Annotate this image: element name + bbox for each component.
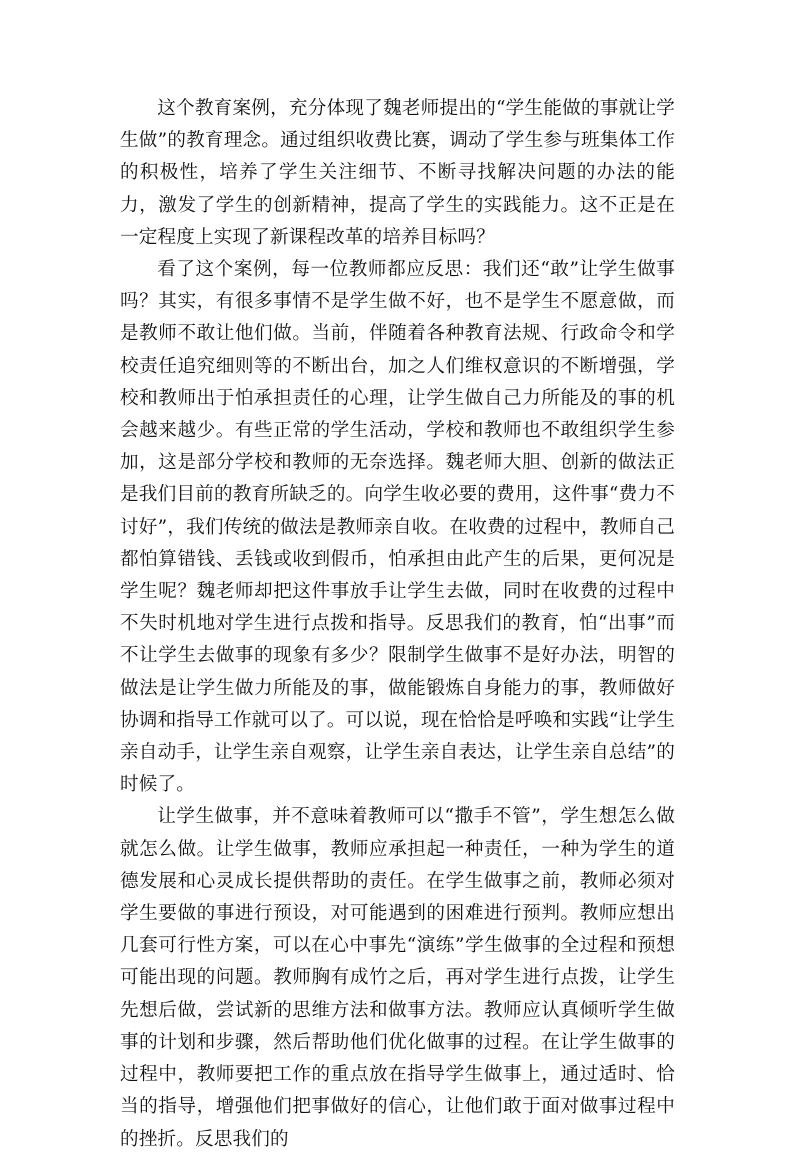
paragraph-1: 这个教育案例，充分体现了魏老师提出的“学生能做的事就让学生做”的教育理念。通过组织收费比赛，调动了学生参与班集体工作的积极性，培养了学生关注细节、不断寻找解决问题的办法的能力，激发了学生的创新精神，提高了学生的实践能力。这不正是在一定程度上实现了新课程改革的培养目标吗？ [120,98,675,248]
paragraph-3: 让学生做事，并不意味着教师可以“撒手不管”，学生想怎么做就怎么做。让学生做事，教师应承担起一种责任，一种为学生的道德发展和心灵成长提供帮助的责任。在学生做事之前，教师必须对学生要做的事进行预设，对可能遇到的困难进行预判。教师应想出几套可行性方案，可以在心中事先“演练”学生做事的全过程和预想可能出现的问题。教师胸有成竹之后，再对学生进行点拨，让学生先想后做，尝试新的思维方法和做事方法。教师应认真倾听学生做事的计划和步骤，然后帮助他们优化做事的过程。在让学生做事的过程中，教师要把工作的重点放在指导学生做事上，通过适时、恰当的指导，增强他们把事做好的信心，让他们敢于面对做事过程中的挫折。反思我们的 [120,806,675,1150]
document-body [120,93,675,1156]
paragraph-2: 看了这个案例，每一位教师都应反思：我们还“敢”让学生做事吗？其实，有很多事情不是学生做不好，也不是学生不愿意做，而是教师不敢让他们做。当前，伴随着各种教育法规、行政命令和学校责任追究细则等的不断出台，加之人们维权意识的不断增强，学校和教师出于怕承担责任的心理，让学生做自己力所能及的事的机会越来越少。有些正常的学生活动，学校和教师也不敢组织学生参加，这是部分学校和教师的无奈选择。魏老师大胆、创新的做法正是我们目前的教育所缺乏的。向学生收必要的费用，这件事“费力不讨好”，我们传统的做法是教师亲自收。在收费的过程中，教师自己都怕算错钱、丢钱或收到假币，怕承担由此产生的后果，更何况是学生呢？魏老师却把这件事放手让学生去做，同时在收费的过程中不失时机地对学生进行点拨和指导。反思我们的教育，怕“出事”而不让学生去做事的现象有多少？限制学生做事不是好办法，明智的做法是让学生做力所能及的事，做能锻炼自身能力的事，教师做好协调和指导工作就可以了。可以说，现在恰恰是呼唤和实践“让学生亲自动手，让学生亲自观察，让学生亲自表达，让学生亲自总结”的时候了。 [120,259,675,796]
